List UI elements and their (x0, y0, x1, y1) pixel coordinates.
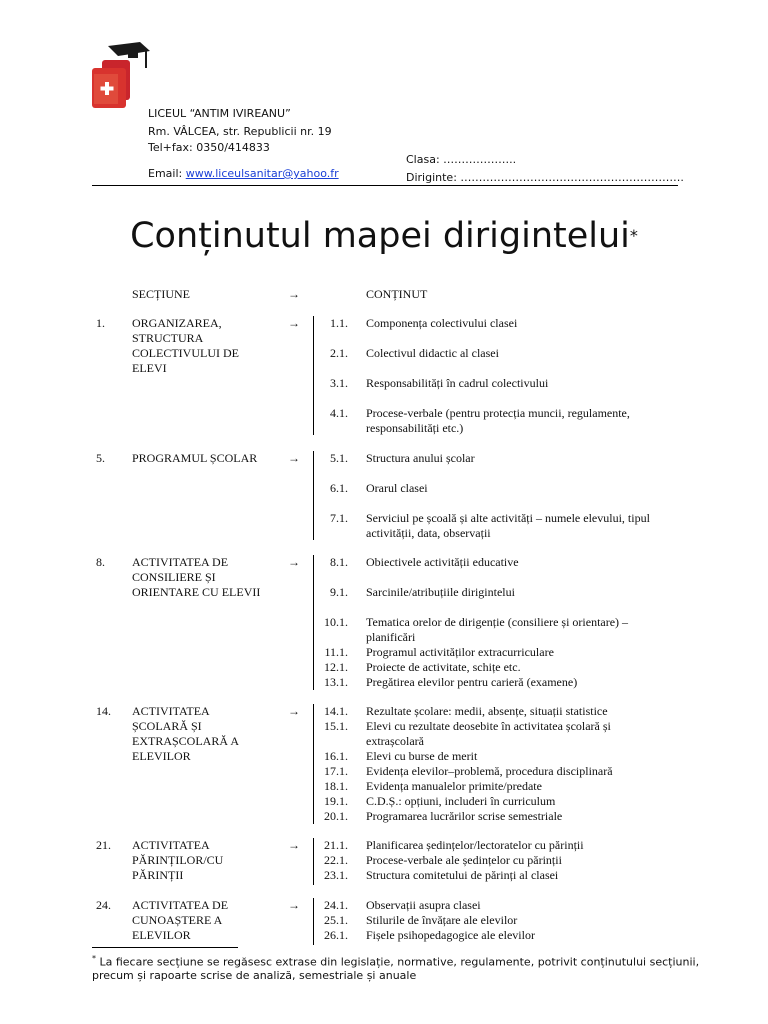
item-text-line: Serviciul pe școală și alte activități – numele elevului, tipul (366, 511, 650, 525)
section-bracket-line (313, 704, 314, 824)
item-text-line: Stilurile de învățare ale elevilor (366, 913, 518, 927)
section-arrow: → (288, 838, 300, 852)
section-arrow: → (288, 898, 300, 912)
item-text-line: Elevi cu rezultate deosebite în activitatea școlară și (366, 719, 611, 733)
item-number: 3.1. (330, 376, 348, 390)
header-divider (92, 185, 678, 186)
section-title-line: ACTIVITATEA DE (132, 898, 229, 912)
footnote-text-1: La fiecare secțiune se regăsesc extrase din legislație, normative, regulamente, potrivit conținutului secțiunii, (96, 955, 700, 969)
title-text: Conținutul mapei dirigintelui (130, 216, 630, 256)
section-bracket-line (313, 451, 314, 540)
item-text-line: Colectivul didactic al clasei (366, 346, 499, 360)
item-number: 24.1. (324, 898, 348, 912)
item-number: 6.1. (330, 481, 348, 495)
section-number: 5. (96, 451, 105, 465)
email-label: Email: (148, 167, 186, 180)
item-number: 11.1. (324, 645, 348, 659)
item-number: 2.1. (330, 346, 348, 360)
section-title-line: ACTIVITATEA (132, 704, 210, 718)
section-bracket-line (313, 555, 314, 690)
item-text-line: Evidența manualelor primite/predate (366, 779, 542, 793)
section-title-line: ELEVI (132, 361, 167, 375)
section-arrow: → (288, 451, 300, 465)
item-text-line: Programarea lucrărilor scrise semestriale (366, 809, 563, 823)
item-text-line: C.D.Ș.: opțiuni, includeri în curriculum (366, 794, 556, 808)
section-number: 14. (96, 704, 111, 718)
section-title-line: ACTIVITATEA DE (132, 555, 229, 569)
section-title-line: ORGANIZAREA, (132, 316, 222, 330)
item-number: 12.1. (324, 660, 348, 674)
item-text-line: Sarcinile/atribuțiile dirigintelui (366, 585, 515, 599)
item-text-line: Pregătirea elevilor pentru carieră (examene) (366, 675, 578, 689)
item-number: 7.1. (330, 511, 348, 525)
title-footnote-mark: * (629, 226, 638, 245)
section-title-line: STRUCTURA (132, 331, 204, 345)
item-number: 8.1. (330, 555, 348, 569)
email-link[interactable]: www.liceulsanitar@yahoo.fr (185, 167, 339, 180)
item-number: 13.1. (324, 675, 348, 689)
section-bracket-line (313, 898, 314, 945)
section-arrow: → (288, 555, 300, 569)
item-number: 20.1. (324, 809, 348, 823)
item-text-line: Planificarea ședințelor/lectoratelor cu părinții (366, 838, 584, 852)
section-number: 24. (96, 898, 111, 912)
section-number: 8. (96, 555, 105, 569)
item-number: 1.1. (330, 316, 348, 330)
section-title-line: COLECTIVULUI DE (132, 346, 239, 360)
section-arrow: → (288, 704, 300, 718)
section-bracket-line (313, 316, 314, 435)
school-logo-icon (88, 42, 152, 110)
item-text-line: Proiecte de activitate, schițe etc. (366, 660, 521, 674)
section-title-line: CUNOAȘTERE A (132, 913, 223, 927)
item-number: 19.1. (324, 794, 348, 808)
item-number: 10.1. (324, 615, 348, 629)
item-text-line: Observații asupra clasei (366, 898, 481, 912)
section-title-line: ACTIVITATEA (132, 838, 210, 852)
class-field: Clasa: ……………….. (406, 153, 517, 166)
section-title-line: CONSILIERE ȘI (132, 570, 216, 584)
item-text-line: responsabilități etc.) (366, 421, 464, 435)
item-text-line: Procese-verbale (pentru protecția muncii, regulamente, (366, 406, 630, 420)
section-title-line: EXTRAȘCOLARĂ A (132, 734, 240, 748)
item-text-line: Responsabilități în cadrul colectivului (366, 376, 549, 390)
column-header-arrow: → (288, 287, 300, 301)
item-text-line: Componența colectivului clasei (366, 316, 518, 330)
item-text-line: planificări (366, 630, 416, 644)
item-text-line: Structura comitetului de părinți al clasei (366, 868, 559, 882)
item-number: 17.1. (324, 764, 348, 778)
school-email (148, 166, 339, 182)
item-number: 9.1. (330, 585, 348, 599)
item-number: 4.1. (330, 406, 348, 420)
item-text-line: Fișele psihopedagogice ale elevilor (366, 928, 535, 942)
item-text-line: Procese-verbale ale ședințelor cu părinții (366, 853, 562, 867)
item-text-line: extrașcolară (366, 734, 424, 748)
column-header-content: CONȚINUT (366, 287, 428, 301)
item-number: 14.1. (324, 704, 348, 718)
section-title-line: PĂRINȚII (132, 868, 184, 882)
school-address: Rm. VÂLCEA, str. Republicii nr. 19 (148, 125, 332, 138)
item-number: 26.1. (324, 928, 348, 942)
item-text-line: Tematica orelor de dirigenție (consiliere și orientare) – (366, 615, 629, 629)
item-number: 22.1. (324, 853, 348, 867)
section-title-line: ELEVILOR (132, 749, 191, 763)
item-text-line: Programul activităților extracurriculare (366, 645, 554, 659)
section-bracket-line (313, 838, 314, 885)
footnote-divider (92, 947, 238, 948)
section-title-line: PROGRAMUL ȘCOLAR (132, 451, 258, 465)
item-text-line: Elevi cu burse de merit (366, 749, 478, 763)
item-text-line: Structura anului școlar (366, 451, 475, 465)
column-header-section: SECȚIUNE (132, 287, 190, 301)
item-number: 16.1. (324, 749, 348, 763)
item-text-line: activității, data, observații (366, 526, 491, 540)
section-title-line: ELEVILOR (132, 928, 191, 942)
item-number: 15.1. (324, 719, 348, 733)
item-number: 18.1. (324, 779, 348, 793)
section-arrow: → (288, 316, 300, 330)
item-number: 23.1. (324, 868, 348, 882)
item-text-line: Evidența elevilor–problemă, procedura disciplinară (366, 764, 613, 778)
diriginte-field: Diriginte: ……………………………………………………. (406, 171, 684, 184)
footnote-line-2: precum și rapoarte scrise de analiză, semestriale și anuale (92, 969, 417, 982)
section-title-line: ȘCOLARĂ ȘI (132, 719, 202, 733)
item-text-line: Obiectivele activității educative (366, 555, 519, 569)
section-title-line: PĂRINȚILOR/CU (132, 853, 224, 867)
item-text-line: Orarul clasei (366, 481, 428, 495)
school-phone: Tel+fax: 0350/414833 (148, 141, 270, 154)
section-number: 21. (96, 838, 111, 852)
item-text-line: Rezultate școlare: medii, absențe, situații statistice (366, 704, 608, 718)
page-title (0, 212, 768, 260)
section-title-line: ORIENTARE CU ELEVII (132, 585, 261, 599)
section-number: 1. (96, 316, 105, 330)
school-name: LICEUL “ANTIM IVIREANU” (148, 107, 291, 120)
item-number: 21.1. (324, 838, 348, 852)
item-number: 5.1. (330, 451, 348, 465)
footnote-mark: * (92, 954, 96, 963)
item-number: 25.1. (324, 913, 348, 927)
